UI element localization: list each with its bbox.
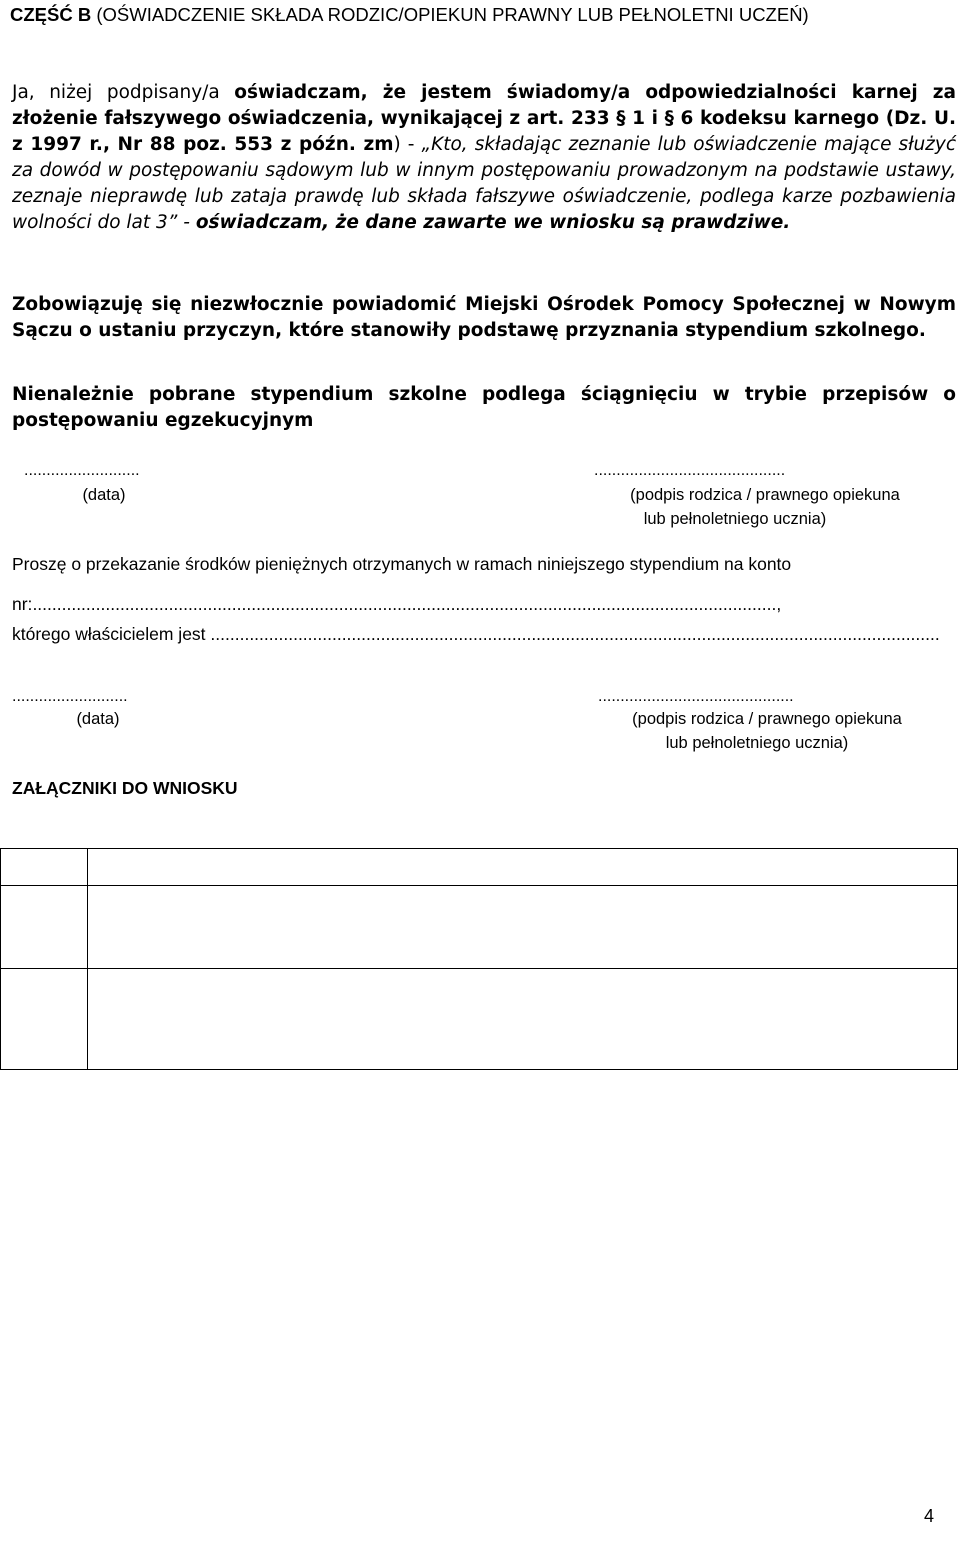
declaration-quote: „Kto, składając zeznanie lub oświadczenie mające służyć za dowód w postępowaniu sądowym lub w innym postępowaniu prowadzonym na podstawie ustawy, zeznaje nieprawdę lub zataja prawdę lub składa fałszywe oświadczenie, podlega karze pozbawienia wolności do lat 3” - [12,134,956,233]
date-dots-1: .......................... [24,462,140,479]
declaration-intro: Ja, niżej podpisany/a [12,82,235,103]
account-number-line [12,594,956,615]
signature-dots-2: ............................................ [598,688,794,705]
section-header [10,4,809,26]
commitment-paragraph: Zobowiązuję się niezwłocznie powiadomić Miejski Ośrodek Pomocy Społecznej w Nowym Sączu o ustaniu przyczyn, które stanowiły podstawę przyznania stypendium szkolnego. [12,294,956,341]
table-row [1,849,958,886]
account-line-end: , [776,594,782,614]
part-label: CZĘŚĆ B [10,4,92,25]
date-label-1: (data) [82,486,126,504]
owner-name-field[interactable]: ...................................................................................................................................................... [210,624,940,644]
declaration-paragraph [12,80,956,236]
signature-label-1b: lub pełnoletniego ucznia) [643,510,827,528]
owner-label: którego właścicielem jest [12,624,206,644]
account-owner-line [12,624,956,645]
attachment-description-cell[interactable] [88,969,958,1070]
attachment-description-cell[interactable] [88,886,958,969]
declaration-bold-statement: oświadczam, że jestem świadomy/a odpowiedzialności karnej za złożenie fałszywego oświadczenia, wynikającej z art. 233 § 1 i § 6 kodeksu karnego (Dz. U. z 1997 r., Nr 88 poz. 553 z późn. zm [12,82,956,155]
account-number-field[interactable]: ......................................................................................................................................................... [32,594,777,614]
transfer-request: Proszę o przekazanie środków pieniężnych otrzymanych w ramach niniejszego stypendium na konto [12,554,792,574]
attachments-table [0,848,958,1070]
account-label: nr: [12,594,33,614]
attachment-number-cell[interactable] [1,849,88,886]
page-number: 4 [923,1506,934,1526]
table-row [1,969,958,1070]
date-label-2: (data) [76,710,120,728]
recovery-paragraph: Nienależnie pobrane stypendium szkolne podlega ściągnięciu w trybie przepisów o postępowaniu egzekucyjnym [12,384,956,431]
part-subtitle: (OŚWIADCZENIE SKŁADA RODZIC/OPIEKUN PRAWNY LUB PEŁNOLETNI UCZEŃ) [96,4,809,25]
signature-label-1a: (podpis rodzica / prawnego opiekuna [630,486,900,504]
attachment-number-cell[interactable] [1,969,88,1070]
declaration-closing: oświadczam, że dane zawarte we wniosku są prawdziwe. [195,212,791,233]
signature-label-2a: (podpis rodzica / prawnego opiekuna [632,710,902,728]
attachment-description-cell[interactable] [88,849,958,886]
attachments-title: ZAŁĄCZNIKI DO WNIOSKU [12,778,238,798]
signature-dots-1: ........................................... [594,462,786,479]
signature-label-2b: lub pełnoletniego ucznia) [665,734,849,752]
date-dots-2: .......................... [12,688,128,705]
declaration-bracket: ) - [393,134,422,155]
attachment-number-cell[interactable] [1,886,88,969]
table-row [1,886,958,969]
